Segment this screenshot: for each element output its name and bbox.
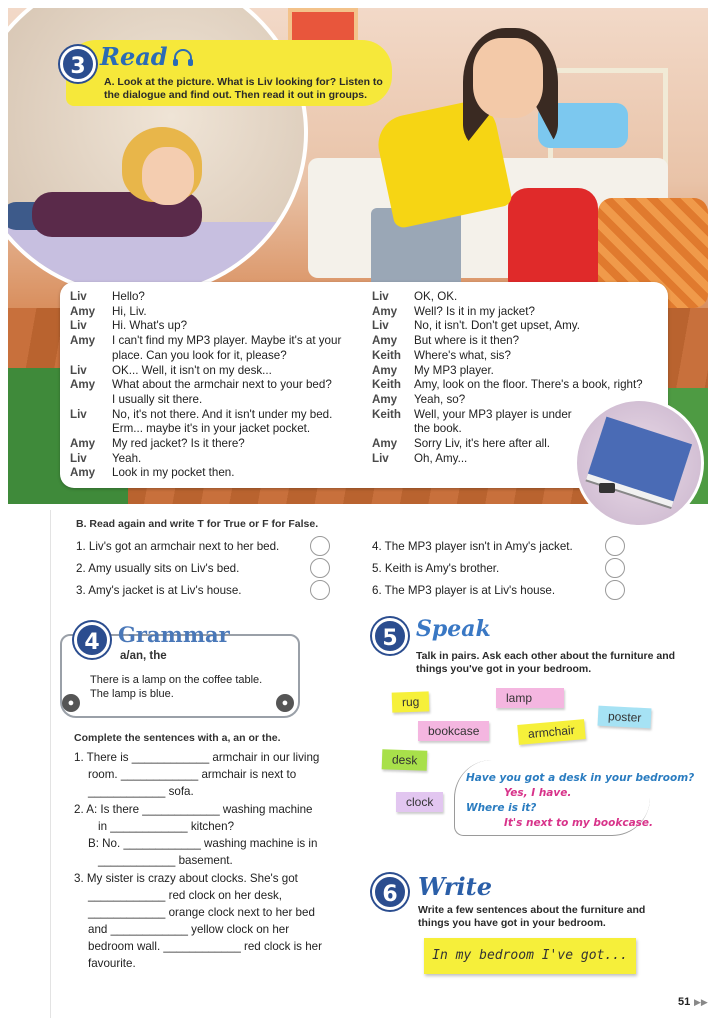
dialogue-text: Amy, look on the floor. There's a book, right? bbox=[414, 378, 643, 392]
read-instruction: A. Look at the picture. What is Liv looking for? Listen to the dialogue and find out. Then read it out in groups. bbox=[104, 76, 383, 101]
speaker-name: Keith bbox=[372, 407, 401, 421]
gap-sentence-line: ____________ sofa. bbox=[88, 785, 194, 798]
dialogue-text: Erm... maybe it's in your jacket pocket. bbox=[112, 422, 311, 436]
sticky-note-lamp: lamp bbox=[496, 688, 564, 708]
speaker-name: Amy bbox=[372, 304, 398, 318]
tf-answer-circle-4[interactable] bbox=[605, 536, 625, 556]
speak-title: Speak bbox=[416, 616, 491, 642]
dialogue-line bbox=[372, 319, 662, 334]
speech-answer-1: Yes, I have. bbox=[504, 787, 572, 799]
dialogue-text: OK... Well, it isn't on my desk... bbox=[112, 363, 272, 377]
dialogue-text: My MP3 player. bbox=[414, 363, 494, 377]
speaker-name: Keith bbox=[372, 348, 401, 362]
dialogue-line bbox=[372, 349, 662, 364]
read-title: Read bbox=[100, 42, 168, 71]
section-number-3: 3 bbox=[60, 46, 96, 82]
dialogue-text: place. Can you look for it, please? bbox=[112, 348, 287, 362]
margin-line bbox=[50, 510, 51, 1018]
dialogue-text: Hi. What's up? bbox=[112, 319, 188, 333]
speaker-name bbox=[70, 393, 112, 408]
speaker-name: Liv bbox=[70, 363, 87, 377]
sticky-note-clock: clock bbox=[396, 792, 443, 812]
tf-statement-3: 3. Amy's jacket is at Liv's house. bbox=[76, 584, 242, 597]
dialogue-line bbox=[70, 364, 370, 379]
complete-sentences-title: Complete the sentences with a, an or the. bbox=[74, 732, 281, 744]
dialogue-text: What about the armchair next to your bed? bbox=[112, 378, 332, 392]
dialogue-text: No, it isn't. Don't get upset, Amy. bbox=[414, 319, 580, 333]
dialogue-text: Oh, Amy... bbox=[414, 451, 468, 465]
thumb-icon-left: ● bbox=[62, 694, 80, 712]
next-arrows-icon: ▶▶ bbox=[694, 997, 708, 1007]
grammar-title: Grammar bbox=[118, 622, 230, 647]
speaker-name: Keith bbox=[372, 378, 401, 392]
tf-statement-1: 1. Liv's got an armchair next to her bed. bbox=[76, 540, 280, 553]
dialogue-text: Well, your MP3 player is under bbox=[414, 407, 572, 421]
speaker-name: Amy bbox=[70, 437, 96, 451]
dialogue-line bbox=[70, 334, 370, 349]
gap-sentence-line: and ____________ yellow clock on her bbox=[88, 923, 290, 936]
dialogue-line bbox=[372, 305, 662, 320]
tf-statement-5: 5. Keith is Amy's brother. bbox=[372, 562, 500, 575]
gap-sentence-line: in ____________ kitchen? bbox=[98, 820, 235, 833]
speaker-name: Amy bbox=[372, 334, 398, 348]
speaker-name: Liv bbox=[70, 451, 87, 465]
exercise-b-title: B. Read again and write T for True or F for False. bbox=[76, 518, 319, 530]
dialogue-text: Yeah, so? bbox=[414, 392, 466, 406]
dialogue-text: I can't find my MP3 player. Maybe it's at your bbox=[112, 334, 342, 348]
dialogue-text: Hello? bbox=[112, 290, 145, 303]
speaker-name bbox=[70, 422, 112, 437]
sticky-note-rug: rug bbox=[392, 691, 430, 712]
gap-sentence-line: 1. There is ____________ armchair in our living bbox=[74, 751, 320, 764]
sticky-note-desk: desk bbox=[382, 749, 428, 771]
gap-sentence-line: B: No. ____________ washing machine is in bbox=[88, 837, 318, 850]
speaker-name: Liv bbox=[70, 319, 87, 333]
speaker-name: Amy bbox=[372, 392, 398, 406]
gap-sentence-line: ____________ red clock on her desk, bbox=[88, 889, 283, 902]
speaker-name: Liv bbox=[70, 407, 87, 421]
section-number-6: 6 bbox=[372, 874, 408, 910]
dialogue-line bbox=[70, 290, 370, 305]
sticky-note-bookcase: bookcase bbox=[418, 721, 489, 741]
gap-sentence-line: 3. My sister is crazy about clocks. She's got bbox=[74, 872, 298, 885]
dialogue-text: I usually sit there. bbox=[112, 392, 203, 406]
headphones-icon bbox=[172, 48, 194, 68]
dialogue-line bbox=[372, 334, 662, 349]
dialogue-line bbox=[70, 305, 370, 320]
sticky-note-poster: poster bbox=[598, 706, 652, 729]
tf-answer-circle-3[interactable] bbox=[310, 580, 330, 600]
book-mp3-inset bbox=[574, 398, 704, 528]
tf-answer-circle-6[interactable] bbox=[605, 580, 625, 600]
tf-answer-circle-2[interactable] bbox=[310, 558, 330, 578]
speaker-name: Liv bbox=[372, 451, 389, 465]
dialogue-line bbox=[372, 364, 662, 379]
dialogue-left-column bbox=[70, 290, 370, 481]
dialogue-text: Sorry Liv, it's here after all. bbox=[414, 437, 551, 451]
dialogue-line bbox=[70, 422, 370, 437]
dialogue-line bbox=[372, 290, 662, 305]
dialogue-line bbox=[70, 466, 370, 481]
grammar-subtitle: a/an, the bbox=[120, 650, 167, 662]
speech-question-2: Where is it? bbox=[466, 802, 537, 814]
section-number-5: 5 bbox=[372, 618, 408, 654]
page-number: 51 bbox=[678, 996, 691, 1008]
speech-answer-2: It's next to my bookcase. bbox=[504, 817, 654, 829]
dialogue-text: Look in my pocket then. bbox=[112, 466, 235, 480]
mp3-player bbox=[599, 483, 615, 493]
speak-instruction: Talk in pairs. Ask each other about the furniture and things you've got in your bedroom. bbox=[416, 650, 676, 675]
tf-answer-circle-1[interactable] bbox=[310, 536, 330, 556]
speaker-name: Liv bbox=[70, 290, 87, 303]
gap-sentence-line: favourite. bbox=[88, 957, 136, 970]
gap-sentence-line: 2. A: Is there ____________ washing machine bbox=[74, 803, 313, 816]
dialogue-line bbox=[70, 437, 370, 452]
dialogue-line bbox=[372, 378, 662, 393]
dialogue-text: My red jacket? Is it there? bbox=[112, 437, 245, 451]
speaker-name: Amy bbox=[70, 466, 96, 480]
speaker-name: Amy bbox=[70, 378, 96, 392]
gap-sentence-line: bedroom wall. ____________ red clock is her bbox=[88, 940, 322, 953]
speech-question-1: Have you got a desk in your bedroom? bbox=[466, 772, 695, 784]
dialogue-text: Yeah. bbox=[112, 451, 142, 465]
dialogue-text: But where is it then? bbox=[414, 334, 520, 348]
gap-sentence-line: room. ____________ armchair is next to bbox=[88, 768, 297, 781]
dialogue-text: Well? Is it in my jacket? bbox=[414, 304, 535, 318]
speaker-name: Amy bbox=[372, 437, 398, 451]
dialogue-text: Hi, Liv. bbox=[112, 304, 147, 318]
dialogue-line bbox=[70, 378, 370, 393]
write-sticky-note: In my bedroom I've got... bbox=[424, 938, 636, 974]
gap-sentence-line: ____________ orange clock next to her bed bbox=[88, 906, 315, 919]
grammar-example-2: The lamp is blue. bbox=[90, 688, 174, 700]
write-instruction: Write a few sentences about the furniture and things you have got in your bedroom. bbox=[418, 904, 646, 929]
dialogue-line bbox=[70, 349, 370, 364]
tf-answer-circle-5[interactable] bbox=[605, 558, 625, 578]
thumb-icon-right: ● bbox=[276, 694, 294, 712]
speaker-name bbox=[70, 349, 112, 364]
tf-statement-2: 2. Amy usually sits on Liv's bed. bbox=[76, 562, 240, 575]
speaker-name: Amy bbox=[372, 363, 398, 377]
sticky-note-armchair: armchair bbox=[517, 719, 585, 745]
tf-statement-4: 4. The MP3 player isn't in Amy's jacket. bbox=[372, 540, 573, 553]
gap-sentence-line: ____________ basement. bbox=[98, 854, 233, 867]
dialogue-text: the book. bbox=[414, 422, 462, 436]
dialogue-text: OK, OK. bbox=[414, 290, 458, 303]
dialogue-line bbox=[70, 408, 370, 423]
section-number-4: 4 bbox=[74, 622, 110, 658]
tf-statement-6: 6. The MP3 player is at Liv's house. bbox=[372, 584, 556, 597]
speaker-name: Amy bbox=[70, 304, 96, 318]
dialogue-line bbox=[70, 452, 370, 467]
speaker-name: Liv bbox=[372, 290, 389, 303]
dialogue-line bbox=[70, 319, 370, 334]
speaker-name: Amy bbox=[70, 334, 96, 348]
dialogue-line bbox=[70, 393, 370, 408]
write-title: Write bbox=[418, 872, 492, 901]
dialogue-text: Where's what, sis? bbox=[414, 348, 511, 362]
speaker-name bbox=[372, 422, 414, 437]
grammar-example-1: There is a lamp on the coffee table. bbox=[90, 674, 263, 686]
dialogue-text: No, it's not there. And it isn't under my bed. bbox=[112, 407, 333, 421]
speaker-name: Liv bbox=[372, 319, 389, 333]
